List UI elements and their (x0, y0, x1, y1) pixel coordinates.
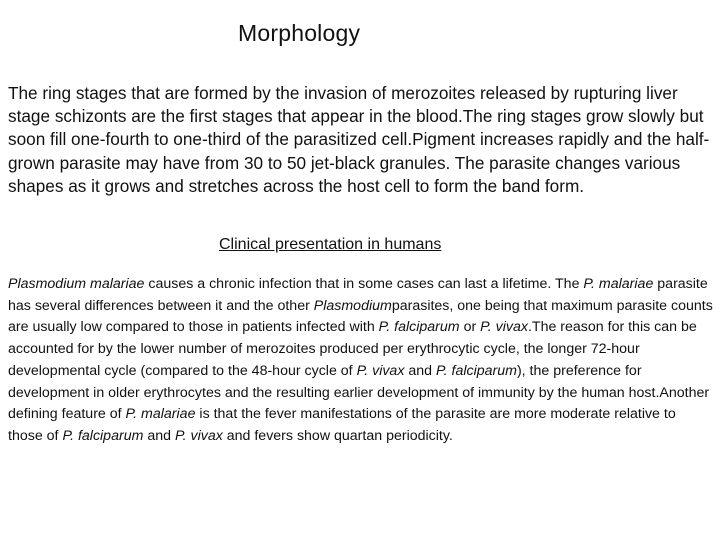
species-name: P. vivax (356, 362, 405, 379)
species-name: P. falciparum (378, 319, 460, 336)
clinical-paragraph (8, 274, 714, 448)
text-run: parasites, one being that maximum parasite counts are usually low compared to those in patients infected with (8, 297, 713, 336)
text-run: and fevers show quartan periodicity. (222, 427, 453, 444)
text-run: .The reason for this can be accounted for by the lower number of merozoites produced per erythrocytic cycle, the longer 72-hour developmental cycle (compared to the 48-hour cycle of (8, 319, 697, 379)
text-run: and (143, 427, 175, 444)
text-run: parasite has several differences between it and the other (8, 276, 708, 314)
genus-name: Plasmodium (313, 297, 392, 314)
text-run: causes a chronic infection that in some cases can last a lifetime. The (144, 276, 584, 292)
text-run: ), the preference for development in older erythrocytes and the resulting earlier development of immunity by the human host.Another defining feature of (8, 362, 710, 423)
species-name: Plasmodium malariae (8, 276, 145, 292)
species-name: P. vivax (174, 427, 223, 444)
morphology-paragraph: The ring stages that are formed by the invasion of merozoites released by rupturing liver stage schizonts are the first stages that appear in the blood.The ring stages grow slowly but soon fill one-fourth to one-third of the parasitized cell.Pigment increases rapidly and the half-grown parasite may have from 30 to 50 jet-black granules. The parasite changes various shapes as it grows and stretches across the host cell to form the band form. (8, 83, 710, 196)
text-run: and (404, 362, 436, 379)
species-name: P. malariae (125, 406, 196, 423)
species-name: P. malariae (583, 276, 654, 292)
species-name: P. vivax (480, 319, 528, 336)
species-name: P. falciparum (62, 427, 144, 444)
slide-title: Morphology (238, 20, 361, 46)
species-name: P. falciparum (435, 362, 517, 379)
text-run: or (459, 319, 481, 336)
text-run: is that the fever manifestations of the parasite are more moderate relative to those of (8, 406, 676, 444)
clinical-presentation-heading: Clinical presentation in humans (219, 236, 442, 253)
